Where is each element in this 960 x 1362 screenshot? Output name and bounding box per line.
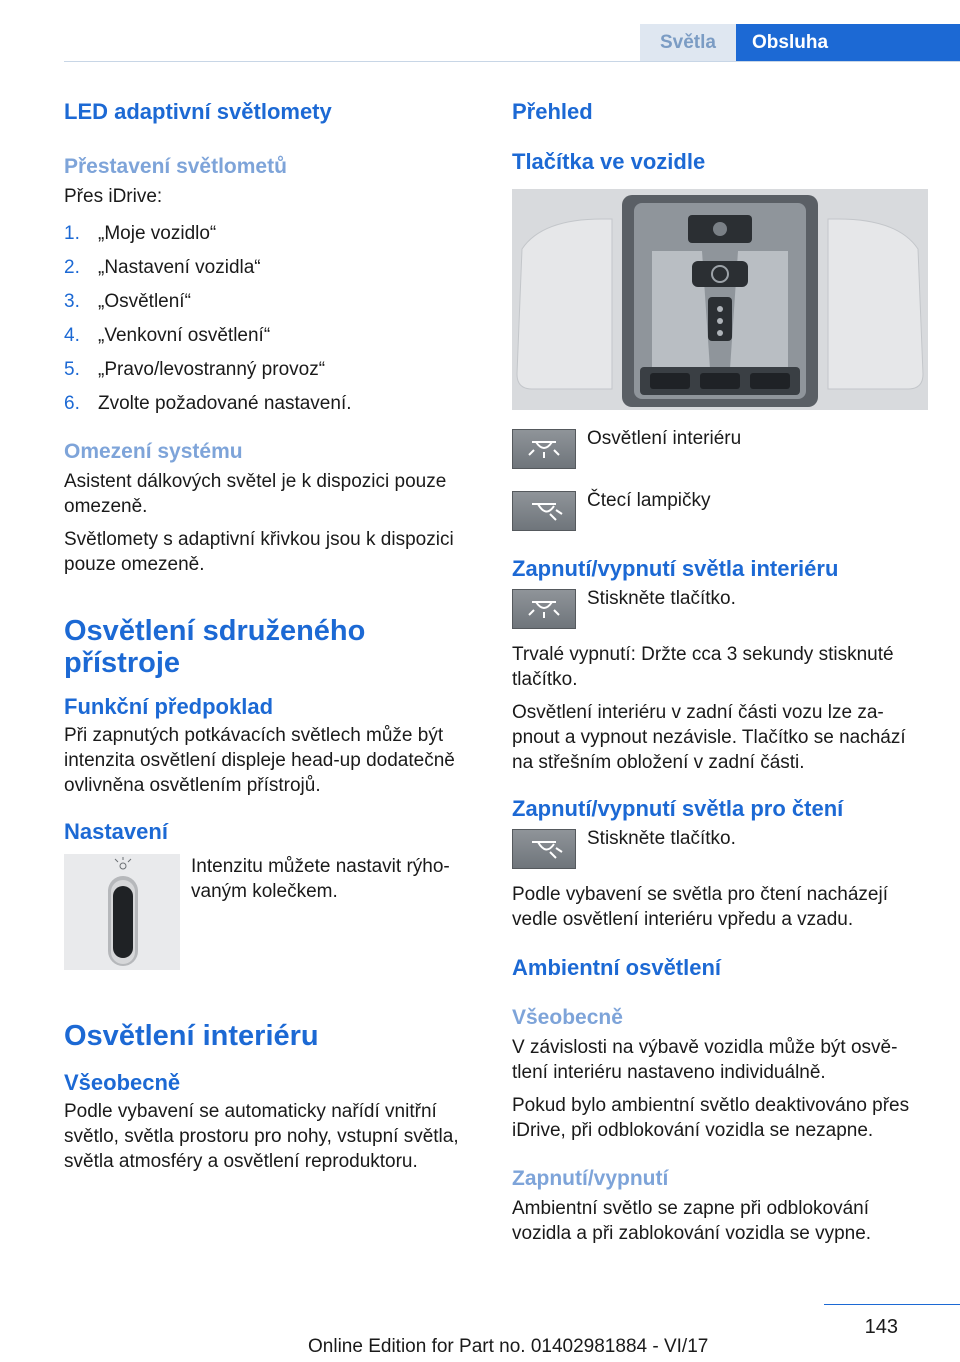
page-number: 143	[864, 1316, 898, 1338]
right-column	[512, 98, 928, 1246]
paragraph: Podle vybavení se světla pro čtení nacházejí vedle osvětlení interiéru vpředu a vzadu.	[512, 884, 889, 930]
paragraph: Pokud bylo ambientní světlo deaktivováno přes iDrive, při odblokování vozidla se nezapne.	[512, 1095, 910, 1141]
heading-reading-on-off: Zapnutí/vypnutí světla pro čtení	[512, 796, 844, 821]
icon-label: Čtecí lampičky	[587, 490, 711, 511]
press-row	[512, 589, 928, 629]
icon-row-reading	[512, 491, 928, 531]
heading-setting: Nastavení	[64, 819, 168, 844]
paragraph: Osvětlení interiéru v zadní části vozu lze za-pnout a vypnout nezávisle. Tlačítko se nachází na střešním obložení v zadní části.	[512, 702, 906, 773]
heading-buttons: Tlačítka ve vozidle	[512, 149, 706, 174]
header-chapter-label: Obsluha	[752, 32, 829, 53]
setting-row	[64, 854, 478, 970]
icon-row-interior	[512, 429, 928, 469]
steps-list	[64, 221, 478, 416]
heading-on-off: Zapnutí/vypnutí	[512, 1167, 669, 1190]
heading-general: Všeobecně	[64, 1070, 181, 1095]
left-column	[64, 98, 478, 1174]
interior-light-icon	[512, 589, 576, 629]
list-item: 6. Zvolte požadované nastavení.	[64, 393, 352, 414]
heading-led-adaptive: LED adaptivní světlomety	[64, 99, 332, 124]
paragraph: V závislosti na výbavě vozidla může být osvě-tlení interiéru nastaveno individuálně.	[512, 1037, 898, 1083]
setting-text: Intenzitu můžete nastavit rýho-vaným kolečkem.	[191, 856, 450, 902]
list-item: 3. „Osvětlení“	[64, 291, 191, 312]
press-row	[512, 829, 928, 869]
heading-cluster-lighting: Osvětlení sdruženého přístroje	[64, 615, 366, 679]
heading-interior-lighting: Osvětlení interiéru	[64, 1020, 319, 1052]
list-item: 1. „Moje vozidlo“	[64, 223, 217, 244]
footer-rule	[824, 1304, 960, 1305]
roof-console-image	[512, 189, 928, 410]
heading-interior-on-off: Zapnutí/vypnutí světla interiéru	[512, 556, 839, 581]
heading-overview: Přehled	[512, 99, 593, 124]
heading-ambient: Ambientní osvětlení	[512, 955, 722, 980]
reading-light-icon	[512, 829, 576, 869]
reading-light-icon	[512, 491, 576, 531]
paragraph: Světlomety s adaptivní křivkou jsou k dispozici pouze omezeně.	[64, 529, 454, 575]
list-item: 2. „Nastavení vozidla“	[64, 257, 261, 278]
icon-label: Osvětlení interiéru	[587, 428, 742, 449]
heading-general: Všeobecně	[512, 1006, 623, 1029]
list-item: 5. „Pravo/levostranný provoz“	[64, 359, 326, 380]
paragraph: Asistent dálkových světel je k dispozici pouze omezeně.	[64, 471, 447, 517]
heading-requirement: Funkční předpoklad	[64, 694, 274, 719]
list-item: 4. „Venkovní osvětlení“	[64, 325, 271, 346]
paragraph: Ambientní světlo se zapne při odblokování vozidla a při zablokování vozidla se vypne.	[512, 1198, 872, 1244]
edition-note: Online Edition for Part no. 01402981884 - VI/17	[308, 1336, 709, 1357]
heading-system-limits: Omezení systému	[64, 440, 243, 463]
intro-text: Přes iDrive:	[64, 186, 163, 207]
paragraph: Trvalé vypnutí: Držte cca 3 sekundy stisknuté tlačítko.	[512, 644, 894, 690]
interior-light-icon	[512, 429, 576, 469]
header-chapter-tab[interactable]	[736, 24, 960, 61]
paragraph: Při zapnutých potkávacích světlech může být intenzita osvětlení displeje head-up dodatečně ovlivněna osvětlením přístrojů.	[64, 725, 455, 796]
header-rule	[64, 61, 960, 62]
heading-headlight-adjust: Přestavení světlometů	[64, 155, 287, 178]
press-text: Stiskněte tlačítko.	[587, 588, 736, 609]
header-section-tab[interactable]: Světla	[640, 24, 736, 61]
paragraph: Podle vybavení se automaticky nařídí vnitřní světlo, světla prostoru pro nohy, vstupní světla, světla atmosféry a osvětlení reproduktoru.	[64, 1101, 459, 1172]
thumbwheel-image	[64, 854, 180, 970]
press-text: Stiskněte tlačítko.	[587, 828, 736, 849]
